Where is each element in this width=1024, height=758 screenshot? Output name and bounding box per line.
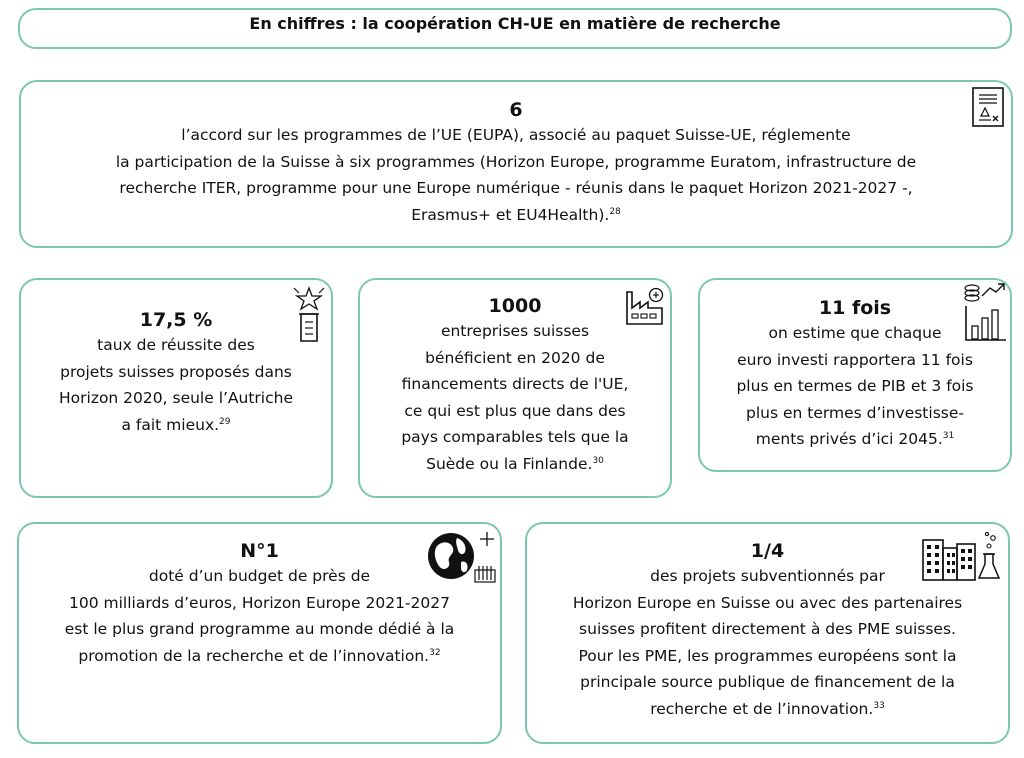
- footnote-ref: 29: [219, 416, 231, 427]
- card-text-line: est le plus grand programme au monde dédié à la: [64, 620, 455, 638]
- card-figure: 6: [509, 99, 523, 121]
- card-text-line: doté d’un budget de près de: [148, 567, 371, 585]
- card-text-line: Horizon 2020, seule l’Autriche: [59, 389, 293, 407]
- footnote-ref: 33: [873, 700, 885, 711]
- card-text-line: entreprises suisses: [440, 322, 590, 340]
- card-text-line-last: [360, 451, 670, 478]
- card-horizon-europe: [17, 522, 502, 744]
- card-text-line: principale source publique de financement de la: [580, 673, 955, 691]
- card-return: [698, 278, 1012, 472]
- card-figure: 1000: [488, 295, 542, 317]
- card-figure: 1/4: [750, 540, 785, 562]
- page-title: En chiffres : la coopération CH-UE en matière de recherche: [249, 14, 781, 33]
- card-sme: [525, 522, 1010, 744]
- card-text-line: projets suisses proposés dans: [60, 362, 292, 381]
- card-text-line: suisses profitent directement à des PME suisses.: [579, 620, 956, 638]
- card-figure: 17,5 %: [139, 309, 213, 331]
- card-text-line-last: [527, 696, 1008, 723]
- card-text: ments privés d’ici 2045.: [755, 430, 943, 448]
- card-text-line-last: [21, 202, 1011, 229]
- card-text-line-last: [19, 643, 500, 670]
- card-text-line: 100 milliards d’euros, Horizon Europe 2021-2027: [69, 593, 450, 612]
- buildings-flask-icon: [921, 530, 1003, 582]
- card-text-line-last: [700, 426, 1010, 453]
- card-companies: [358, 278, 672, 498]
- factory-icon: [624, 286, 666, 326]
- card-text-line: taux de réussite des: [97, 336, 255, 354]
- card-text-line: pays comparables tels que la: [401, 428, 629, 446]
- card-text-line: Pour les PME, les programmes européens sont la: [578, 646, 957, 665]
- card-text: Suède ou la Finlande.: [426, 454, 593, 473]
- card-eupa: [19, 80, 1013, 248]
- card-text-line: des projets subventionnés par: [650, 567, 885, 585]
- card-text-line: bénéficient en 2020 de: [425, 348, 605, 367]
- card-text: Erasmus+ et EU4Health).: [411, 205, 610, 224]
- card-text-line: plus en termes d’investisse-: [746, 403, 964, 422]
- card-text-line: euro investi rapportera 11 fois: [737, 350, 973, 369]
- card-text-line: ce qui est plus que dans des: [404, 401, 626, 420]
- card-text: a fait mieux.: [121, 415, 220, 434]
- card-text: recherche et de l’innovation.: [650, 699, 874, 718]
- card-text: promotion de la recherche et de l’innovation.: [78, 646, 430, 665]
- footnote-ref: 31: [942, 430, 955, 441]
- coins-growth-chart-icon: [962, 280, 1008, 344]
- card-text-line: Horizon Europe en Suisse ou avec des partenaires: [572, 593, 963, 612]
- title-banner: [18, 8, 1012, 49]
- footnote-ref: 30: [592, 455, 604, 466]
- card-text-line: recherche ITER, programme pour une Europe numérique - réunis dans le paquet Horizon 2021-2027 -,: [119, 179, 913, 197]
- document-contract-icon: [971, 86, 1005, 128]
- card-text-line: l’accord sur les programmes de l’UE (EUPA), associé au paquet Suisse-UE, réglemente: [181, 126, 851, 144]
- card-text-line: plus en termes de PIB et 3 fois: [736, 377, 974, 395]
- card-figure: 11 fois: [818, 297, 892, 319]
- beaker-star-icon: [291, 284, 327, 344]
- card-text-line-last: [21, 412, 331, 439]
- card-figure: N°1: [240, 540, 279, 562]
- footnote-ref: 32: [429, 647, 441, 658]
- footnote-ref: 28: [609, 206, 621, 217]
- globe-test-tubes-icon: [425, 530, 497, 584]
- card-text-line: financements directs de l'UE,: [401, 375, 629, 393]
- card-text-line: la participation de la Suisse à six programmes (Horizon Europe, programme Euratom, infrastructure de: [115, 152, 917, 171]
- card-success-rate: [19, 278, 333, 498]
- card-text-line: on estime que chaque: [768, 324, 942, 342]
